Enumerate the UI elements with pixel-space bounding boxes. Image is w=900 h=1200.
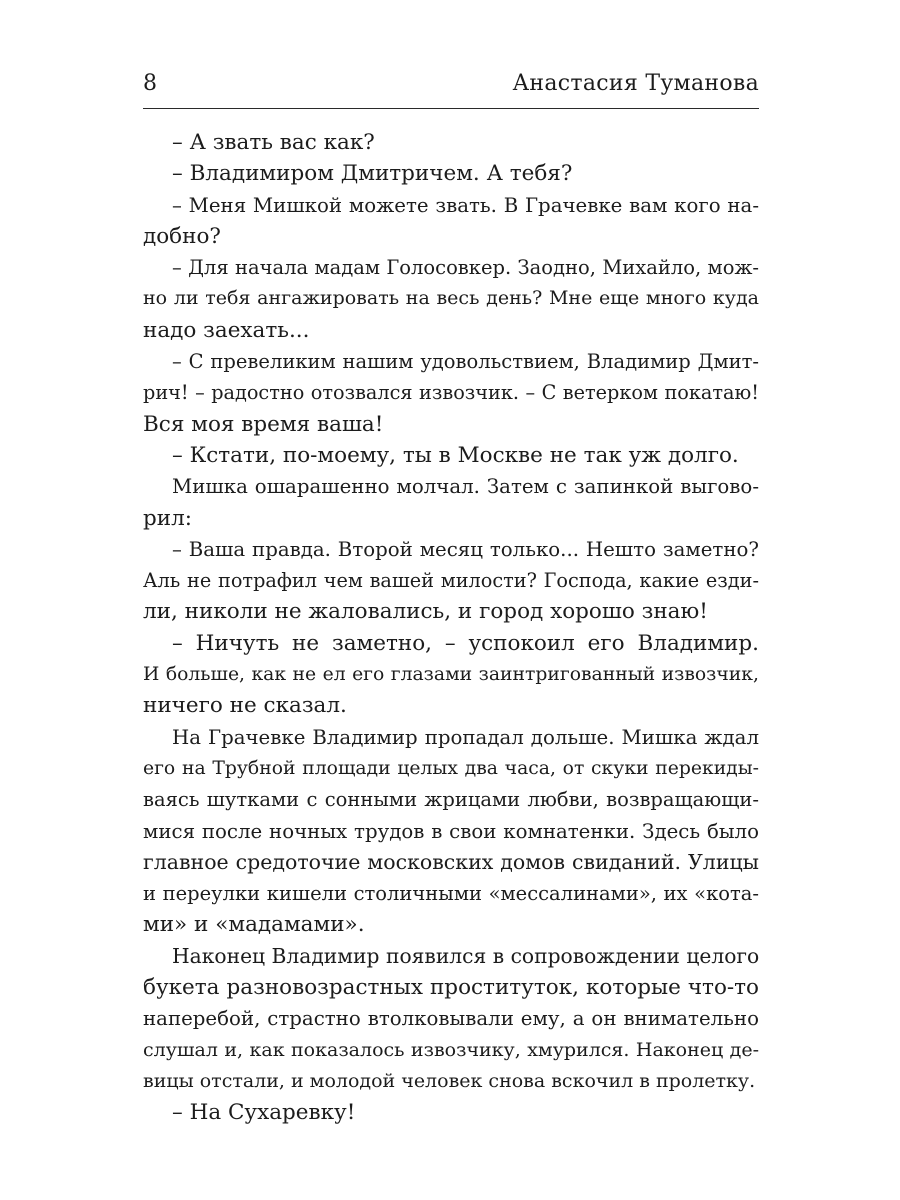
page-number: 8 (143, 71, 157, 96)
text-line: – С превеликим нашим удовольствием, Владимир Дмит- (172, 350, 759, 374)
text-line: добно? (143, 223, 221, 249)
text-line: его на Трубной площади целых два часа, от скуки перекиды- (143, 757, 759, 779)
text-line: ваясь шутками с сонными жрицами любви, возвращающи- (143, 788, 759, 812)
text-line: наперебой, страстно втолковывали ему, а он внимательно (143, 1007, 759, 1031)
text-line: слушал и, как показалось извозчику, хмурился. Наконец де- (143, 1038, 759, 1061)
text-line: – На Сухаревку! (172, 1100, 356, 1126)
text-line: – Для начала мадам Голосовкер. Заодно, Михайло, мож- (172, 256, 759, 280)
text-line: ми» и «мадамами». (143, 912, 365, 938)
text-line: но ли тебя ангажировать на весь день? Мне еще много куда (143, 287, 759, 310)
text-line: – А звать вас как? (172, 130, 375, 155)
text-line: вицы отстали, и молодой человек снова вскочил в пролетку. (143, 1069, 756, 1092)
text-line: – Ваша правда. Второй месяц только... Нешто заметно? (172, 537, 759, 561)
text-line: ничего не сказал. (143, 693, 347, 719)
text-line: Наконец Владимир появился в сопровождении целого (172, 943, 759, 968)
text-line: букета разновозрастных проституток, которые что-то (143, 975, 759, 1001)
text-line: рил: (143, 505, 192, 531)
text-line: ли, николи не жаловались, и город хорошо знаю! (143, 599, 708, 625)
running-title: Анастасия Туманова (512, 71, 759, 96)
text-line: – Кстати, по-моему, ты в Москве не так уж долго. (172, 442, 739, 468)
text-line: И больше, как не ел его глазами заинтригованный извозчик, (143, 664, 759, 686)
text-line: главное средоточие московских домов свиданий. Улицы (143, 849, 759, 874)
text-line: надо заехать... (143, 317, 310, 343)
page-header (143, 66, 759, 109)
text-line: – Владимиром Дмитричем. А тебя? (172, 161, 573, 187)
text-line: Вся моя время ваша! (143, 411, 384, 437)
text-line: На Грачевке Владимир пропадал дольше. Мишка ждал (172, 725, 759, 749)
text-line: Мишка ошарашенно молчал. Затем с запинкой выгово- (172, 475, 759, 499)
text-line: рич! – радостно отозвался извозчик. – С ветерком покатаю! (143, 381, 759, 405)
text-line: – Ничуть не заметно, – успокоил его Владимир. (172, 630, 759, 656)
text-line: мися после ночных трудов в свои комнатенки. Здесь было (143, 819, 759, 843)
text-line: – Меня Мишкой можете звать. В Грачевке вам кого на- (172, 193, 759, 217)
body-text (143, 127, 759, 1129)
text-line: Аль не потрафил чем вашей милости? Господа, какие езди- (143, 569, 759, 593)
text-line: и переулки кишели столичными «мессалинами», их «кота- (143, 882, 759, 906)
